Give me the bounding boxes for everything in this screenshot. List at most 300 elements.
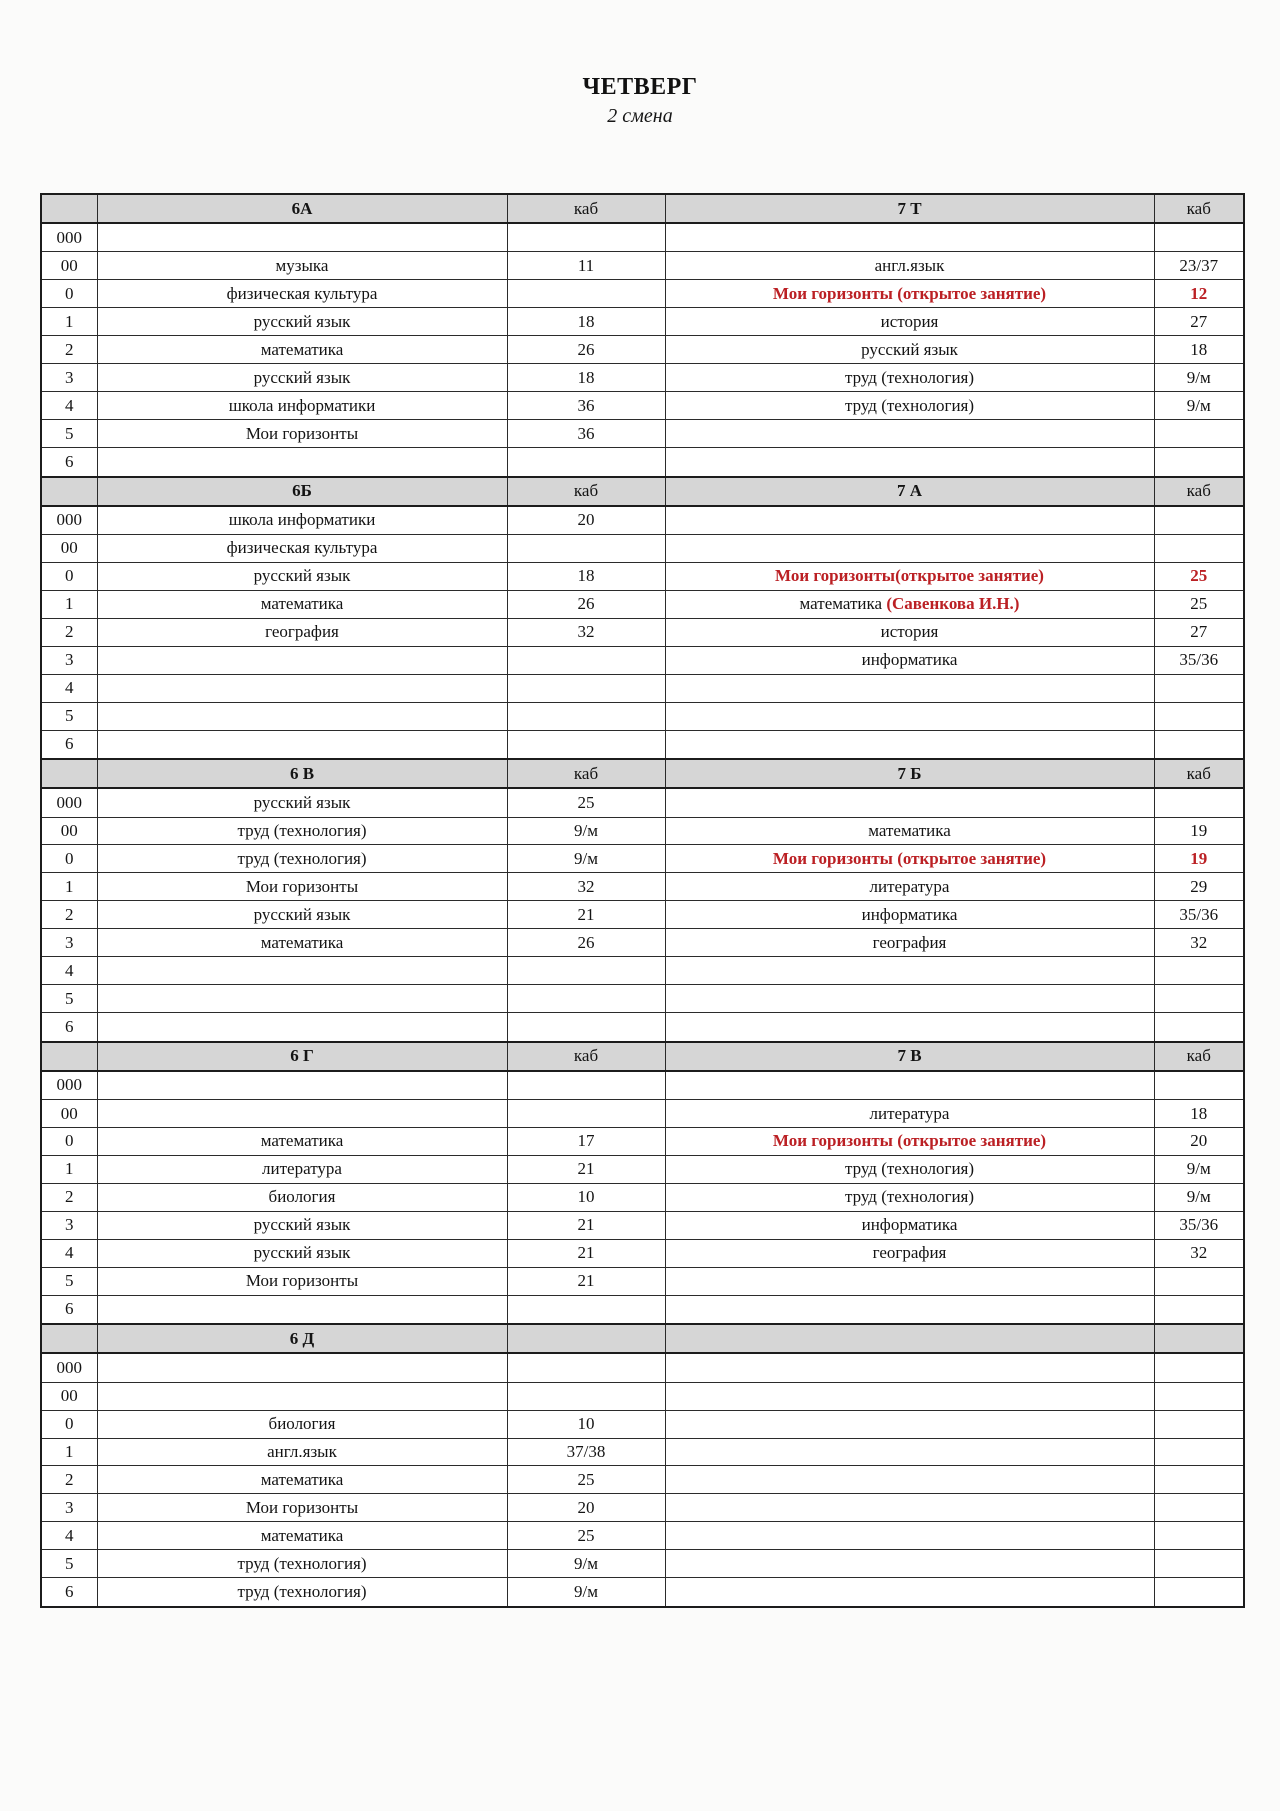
lesson-row [41, 1155, 1244, 1183]
lesson-number: 6 [41, 1013, 97, 1042]
lesson-row [41, 929, 1244, 957]
page-title: ЧЕТВЕРГ [582, 74, 698, 100]
subject-cell-right [665, 1267, 1154, 1295]
class-name-right: 7 В [665, 1042, 1154, 1071]
lesson-row [41, 223, 1244, 252]
subject-cell-right: труд (технология) [665, 392, 1154, 420]
subject-cell-right: география [665, 929, 1154, 957]
subject-cell-left [97, 1013, 507, 1042]
room-cell-right: 29 [1154, 873, 1244, 901]
lesson-row [41, 1578, 1244, 1607]
room-cell-left: 9/м [507, 1550, 665, 1578]
lesson-number: 3 [41, 646, 97, 674]
subject-cell-left [97, 957, 507, 985]
room-cell-right [1154, 420, 1244, 448]
lesson-number: 4 [41, 1522, 97, 1550]
subject-cell-right [665, 674, 1154, 702]
section-header-row [41, 477, 1244, 506]
subject-cell-left: школа информатики [97, 392, 507, 420]
room-cell-right [1154, 534, 1244, 562]
lesson-row [41, 506, 1244, 535]
room-cell-left: 20 [507, 506, 665, 535]
room-cell-left [507, 985, 665, 1013]
room-cell-right [1154, 1522, 1244, 1550]
room-cell-left: 21 [507, 1155, 665, 1183]
lesson-row [41, 1071, 1244, 1100]
room-cell-left: 9/м [507, 845, 665, 873]
lesson-row [41, 957, 1244, 985]
lesson-number: 2 [41, 1183, 97, 1211]
lesson-row [41, 1550, 1244, 1578]
class-name-left: 6А [97, 194, 507, 223]
room-cell-right [1154, 1494, 1244, 1522]
lesson-row [41, 590, 1244, 618]
room-cell-right: 27 [1154, 618, 1244, 646]
subject-cell-left [97, 674, 507, 702]
section-header-row [41, 759, 1244, 788]
lesson-number: 000 [41, 1071, 97, 1100]
room-cell-left: 21 [507, 901, 665, 929]
subject-cell-left [97, 223, 507, 252]
class-name-left: 6 Г [97, 1042, 507, 1071]
section-header-row [41, 1324, 1244, 1353]
lesson-row [41, 873, 1244, 901]
lesson-number: 1 [41, 1155, 97, 1183]
subject-cell-left [97, 1100, 507, 1128]
room-cell-right: 35/36 [1154, 901, 1244, 929]
room-cell-right: 35/36 [1154, 646, 1244, 674]
subject-cell-right: русский язык [665, 336, 1154, 364]
kab-column-label-left: каб [507, 759, 665, 788]
room-cell-right [1154, 702, 1244, 730]
kab-column-label-left: каб [507, 477, 665, 506]
lesson-number: 0 [41, 845, 97, 873]
lesson-number: 1 [41, 590, 97, 618]
room-cell-right: 18 [1154, 336, 1244, 364]
room-cell-left: 18 [507, 562, 665, 590]
room-cell-left [507, 1013, 665, 1042]
subject-cell-right: труд (технология) [665, 1155, 1154, 1183]
lesson-row [41, 618, 1244, 646]
room-cell-right: 9/м [1154, 364, 1244, 392]
room-cell-right: 32 [1154, 929, 1244, 957]
lesson-row [41, 646, 1244, 674]
class-name-left: 6Б [97, 477, 507, 506]
lesson-row [41, 1382, 1244, 1410]
subject-cell-left: русский язык [97, 1211, 507, 1239]
lesson-row [41, 280, 1244, 308]
room-cell-right [1154, 674, 1244, 702]
lesson-number: 00 [41, 252, 97, 280]
room-cell-left: 21 [507, 1267, 665, 1295]
room-cell-left: 20 [507, 1494, 665, 1522]
room-cell-right: 19 [1154, 845, 1244, 873]
subject-cell-left [97, 448, 507, 477]
lesson-number: 4 [41, 674, 97, 702]
subject-cell-left: биология [97, 1183, 507, 1211]
subject-cell-right [665, 1550, 1154, 1578]
lesson-row [41, 901, 1244, 929]
lesson-row [41, 1295, 1244, 1324]
lesson-number: 1 [41, 873, 97, 901]
class-name-right: 7 А [665, 477, 1154, 506]
lesson-number: 000 [41, 506, 97, 535]
lesson-row [41, 392, 1244, 420]
lesson-number: 5 [41, 985, 97, 1013]
subject-cell-right [665, 534, 1154, 562]
subject-cell-left: география [97, 618, 507, 646]
room-cell-right: 32 [1154, 1239, 1244, 1267]
subject-cell-left: математика [97, 1466, 507, 1494]
subject-cell-right [665, 1466, 1154, 1494]
lesson-row [41, 1466, 1244, 1494]
lesson-number: 000 [41, 1353, 97, 1382]
lesson-number: 3 [41, 1211, 97, 1239]
room-cell-left: 10 [507, 1410, 665, 1438]
room-cell-left: 9/м [507, 817, 665, 845]
room-cell-left: 32 [507, 873, 665, 901]
subject-cell-left [97, 730, 507, 759]
lesson-row [41, 1128, 1244, 1156]
header-corner-cell [41, 759, 97, 788]
lesson-row [41, 1239, 1244, 1267]
room-cell-left [507, 646, 665, 674]
kab-column-label-right: каб [1154, 477, 1244, 506]
subject-cell-left [97, 646, 507, 674]
room-cell-right: 25 [1154, 562, 1244, 590]
lesson-row [41, 845, 1244, 873]
room-cell-right: 9/м [1154, 392, 1244, 420]
schedule-body [41, 194, 1244, 1607]
subject-cell-right: информатика [665, 1211, 1154, 1239]
lesson-row [41, 1211, 1244, 1239]
section-header-row [41, 194, 1244, 223]
kab-column-label-left: каб [507, 194, 665, 223]
title-block [0, 74, 1280, 128]
subject-cell-right [665, 420, 1154, 448]
subject-cell-left: математика [97, 590, 507, 618]
lesson-row [41, 420, 1244, 448]
room-cell-right [1154, 1438, 1244, 1466]
subject-cell-right: Мои горизонты (открытое занятие) [665, 280, 1154, 308]
lesson-number: 5 [41, 1550, 97, 1578]
room-cell-right [1154, 1353, 1244, 1382]
subject-cell-left: Мои горизонты [97, 1267, 507, 1295]
lesson-number: 6 [41, 730, 97, 759]
subject-cell-left: русский язык [97, 1239, 507, 1267]
page-subtitle: 2 смена [607, 105, 673, 127]
room-cell-right [1154, 1410, 1244, 1438]
subject-cell-right [665, 1578, 1154, 1607]
subject-cell-left: русский язык [97, 562, 507, 590]
room-cell-left: 36 [507, 420, 665, 448]
lesson-number: 3 [41, 929, 97, 957]
lesson-row [41, 674, 1244, 702]
header-corner-cell [41, 477, 97, 506]
subject-cell-left [97, 1353, 507, 1382]
lesson-number: 2 [41, 336, 97, 364]
subject-cell-right [665, 1295, 1154, 1324]
lesson-row [41, 534, 1244, 562]
subject-cell-right [665, 1071, 1154, 1100]
kab-column-label-right [1154, 1324, 1244, 1353]
subject-cell-right [665, 957, 1154, 985]
kab-column-label-right: каб [1154, 194, 1244, 223]
subject-cell-right [665, 1438, 1154, 1466]
room-cell-right [1154, 957, 1244, 985]
room-cell-right [1154, 223, 1244, 252]
room-cell-left: 21 [507, 1239, 665, 1267]
lesson-number: 3 [41, 364, 97, 392]
room-cell-left: 26 [507, 590, 665, 618]
subject-cell-left: труд (технология) [97, 845, 507, 873]
lesson-number: 5 [41, 1267, 97, 1295]
room-cell-left: 32 [507, 618, 665, 646]
room-cell-left [507, 1353, 665, 1382]
kab-column-label-left [507, 1324, 665, 1353]
subject-cell-right: информатика [665, 646, 1154, 674]
lesson-row [41, 364, 1244, 392]
room-cell-left [507, 1071, 665, 1100]
lesson-number: 5 [41, 420, 97, 448]
lesson-number: 0 [41, 1128, 97, 1156]
lesson-number: 00 [41, 534, 97, 562]
subject-cell-right: литература [665, 1100, 1154, 1128]
lesson-number: 1 [41, 1438, 97, 1466]
subject-cell-right: труд (технология) [665, 1183, 1154, 1211]
lesson-row [41, 448, 1244, 477]
room-cell-right: 25 [1154, 590, 1244, 618]
room-cell-right: 19 [1154, 817, 1244, 845]
header-corner-cell [41, 1042, 97, 1071]
subject-cell-right [665, 1410, 1154, 1438]
room-cell-left: 25 [507, 1466, 665, 1494]
room-cell-left: 10 [507, 1183, 665, 1211]
subject-cell-left: школа информатики [97, 506, 507, 535]
subject-cell-left: русский язык [97, 364, 507, 392]
subject-cell-right: история [665, 308, 1154, 336]
room-cell-right: 23/37 [1154, 252, 1244, 280]
kab-column-label-right: каб [1154, 759, 1244, 788]
room-cell-right [1154, 730, 1244, 759]
subject-cell-right: история [665, 618, 1154, 646]
room-cell-left [507, 223, 665, 252]
room-cell-left [507, 280, 665, 308]
subject-cell-right [665, 1494, 1154, 1522]
subject-cell-right [665, 702, 1154, 730]
room-cell-left: 36 [507, 392, 665, 420]
room-cell-left: 26 [507, 929, 665, 957]
subject-cell-left [97, 1071, 507, 1100]
lesson-number: 2 [41, 1466, 97, 1494]
lesson-row [41, 252, 1244, 280]
teacher-name-highlight: (Савенкова И.Н.) [886, 594, 1020, 614]
lesson-row [41, 1013, 1244, 1042]
class-name-left: 6 Д [97, 1324, 507, 1353]
subject-cell-right [665, 223, 1154, 252]
subject-cell-left: англ.язык [97, 1438, 507, 1466]
room-cell-right: 35/36 [1154, 1211, 1244, 1239]
subject-cell-right [665, 590, 1154, 618]
lesson-number: 5 [41, 702, 97, 730]
class-name-right [665, 1324, 1154, 1353]
subject-cell-left: русский язык [97, 788, 507, 817]
lesson-row [41, 788, 1244, 817]
room-cell-right: 18 [1154, 1100, 1244, 1128]
lesson-number: 0 [41, 1410, 97, 1438]
subject-cell-right: Мои горизонты(открытое занятие) [665, 562, 1154, 590]
room-cell-right: 9/м [1154, 1183, 1244, 1211]
room-cell-right [1154, 1466, 1244, 1494]
lesson-number: 00 [41, 817, 97, 845]
subject-cell-left: труд (технология) [97, 817, 507, 845]
subject-cell-left: Мои горизонты [97, 420, 507, 448]
lesson-row [41, 1438, 1244, 1466]
lesson-number: 00 [41, 1382, 97, 1410]
room-cell-left [507, 674, 665, 702]
subject-cell-right [665, 506, 1154, 535]
room-cell-left [507, 448, 665, 477]
subject-cell-right: англ.язык [665, 252, 1154, 280]
room-cell-left [507, 1100, 665, 1128]
room-cell-left [507, 957, 665, 985]
room-cell-right [1154, 1578, 1244, 1607]
room-cell-right [1154, 1267, 1244, 1295]
subject-cell-left [97, 985, 507, 1013]
room-cell-left [507, 730, 665, 759]
subject-cell-right: Мои горизонты (открытое занятие) [665, 1128, 1154, 1156]
class-name-right: 7 Б [665, 759, 1154, 788]
subject-cell-right: математика [665, 817, 1154, 845]
subject-cell-right [665, 1013, 1154, 1042]
lesson-number: 4 [41, 1239, 97, 1267]
room-cell-right [1154, 1295, 1244, 1324]
lesson-row [41, 1100, 1244, 1128]
lesson-number: 4 [41, 957, 97, 985]
lesson-number: 000 [41, 223, 97, 252]
lesson-row [41, 336, 1244, 364]
room-cell-left [507, 1382, 665, 1410]
header-corner-cell [41, 1324, 97, 1353]
room-cell-left: 17 [507, 1128, 665, 1156]
subject-cell-left: литература [97, 1155, 507, 1183]
lesson-number: 6 [41, 448, 97, 477]
subject-cell-left: биология [97, 1410, 507, 1438]
header-corner-cell [41, 194, 97, 223]
section-header-row [41, 1042, 1244, 1071]
subject-cell-right: труд (технология) [665, 364, 1154, 392]
room-cell-right [1154, 1013, 1244, 1042]
subject-cell-left: труд (технология) [97, 1550, 507, 1578]
subject-cell-left: русский язык [97, 308, 507, 336]
subject-cell-left [97, 1295, 507, 1324]
subject-cell-left: физическая культура [97, 280, 507, 308]
room-cell-right: 27 [1154, 308, 1244, 336]
lesson-number: 6 [41, 1578, 97, 1607]
subject-cell-left: труд (технология) [97, 1578, 507, 1607]
subject-text: математика [799, 594, 887, 614]
lesson-row [41, 702, 1244, 730]
subject-cell-left: русский язык [97, 901, 507, 929]
lesson-row [41, 1522, 1244, 1550]
subject-cell-left: Мои горизонты [97, 1494, 507, 1522]
lesson-row [41, 985, 1244, 1013]
room-cell-left [507, 1295, 665, 1324]
lesson-number: 4 [41, 392, 97, 420]
subject-cell-left: математика [97, 336, 507, 364]
subject-cell-left [97, 702, 507, 730]
room-cell-left: 21 [507, 1211, 665, 1239]
lesson-number: 00 [41, 1100, 97, 1128]
subject-cell-right [665, 1353, 1154, 1382]
lesson-number: 000 [41, 788, 97, 817]
subject-cell-left [97, 1382, 507, 1410]
subject-cell-left: математика [97, 1522, 507, 1550]
room-cell-right [1154, 985, 1244, 1013]
subject-cell-right [665, 1522, 1154, 1550]
subject-cell-left: математика [97, 929, 507, 957]
subject-cell-right: литература [665, 873, 1154, 901]
kab-column-label-right: каб [1154, 1042, 1244, 1071]
room-cell-right [1154, 506, 1244, 535]
room-cell-right [1154, 1550, 1244, 1578]
lesson-row [41, 308, 1244, 336]
subject-cell-right [665, 1382, 1154, 1410]
lesson-number: 0 [41, 562, 97, 590]
room-cell-left: 18 [507, 308, 665, 336]
lesson-number: 1 [41, 308, 97, 336]
lesson-number: 2 [41, 618, 97, 646]
lesson-row [41, 562, 1244, 590]
subject-cell-right [665, 985, 1154, 1013]
room-cell-left: 18 [507, 364, 665, 392]
lesson-row [41, 1410, 1244, 1438]
room-cell-left: 26 [507, 336, 665, 364]
subject-cell-right: Мои горизонты (открытое занятие) [665, 845, 1154, 873]
room-cell-right: 9/м [1154, 1155, 1244, 1183]
subject-cell-left: математика [97, 1128, 507, 1156]
schedule-table [40, 193, 1245, 1608]
room-cell-right: 12 [1154, 280, 1244, 308]
subject-cell-right: информатика [665, 901, 1154, 929]
room-cell-left [507, 534, 665, 562]
room-cell-left: 37/38 [507, 1438, 665, 1466]
lesson-number: 2 [41, 901, 97, 929]
room-cell-left: 9/м [507, 1578, 665, 1607]
subject-cell-right: география [665, 1239, 1154, 1267]
room-cell-left: 25 [507, 1522, 665, 1550]
subject-cell-left: Мои горизонты [97, 873, 507, 901]
subject-cell-left: физическая культура [97, 534, 507, 562]
lesson-row [41, 1183, 1244, 1211]
lesson-row [41, 1353, 1244, 1382]
lesson-row [41, 1267, 1244, 1295]
room-cell-right [1154, 788, 1244, 817]
lesson-row [41, 1494, 1244, 1522]
subject-cell-right [665, 788, 1154, 817]
lesson-row [41, 817, 1244, 845]
lesson-number: 3 [41, 1494, 97, 1522]
room-cell-left: 11 [507, 252, 665, 280]
room-cell-right: 20 [1154, 1128, 1244, 1156]
room-cell-right [1154, 1071, 1244, 1100]
subject-cell-right [665, 730, 1154, 759]
subject-cell-right [665, 448, 1154, 477]
lesson-number: 0 [41, 280, 97, 308]
room-cell-right [1154, 1382, 1244, 1410]
subject-cell-left: музыка [97, 252, 507, 280]
class-name-right: 7 Т [665, 194, 1154, 223]
